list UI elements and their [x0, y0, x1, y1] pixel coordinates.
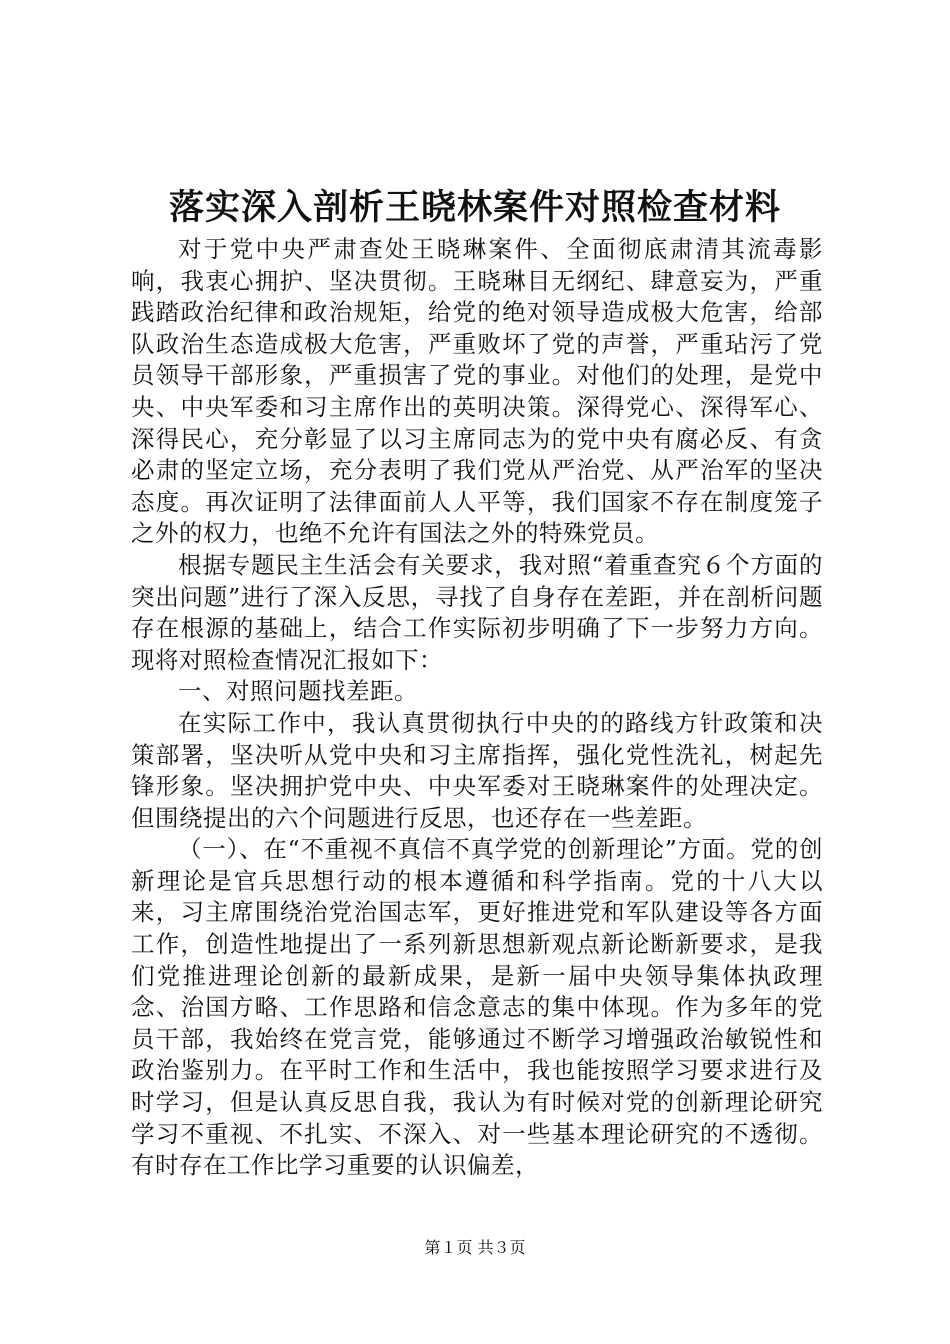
document-title: 落实深入剖析王晓林案件对照检查材料: [168, 187, 781, 228]
paragraph-1: 对于党中央严肃查处王晓琳案件、全面彻底肃清其流毒影响，我衷心拥护、坚决贯彻。王晓琳目无纲纪、肆意妄为，严重践踏政治纪律和政治规矩，给党的绝对领导造成极大危害，给部队政治生态造成极大危害，严重败坏了党的声誉，严重玷污了党员领导干部形象，严重损害了党的事业。对他们的处理，是党中央、中央军委和习主席作出的英明决策。深得党心、深得军心、深得民心，充分彰显了以习主席同志为的党中央有腐必反、有贪必肃的坚定立场，充分表明了我们党从严治党、从严治军的坚决态度。再次证明了法律面前人人平等，我们国家不存在制度笼子之外的权力，也绝不允许有国法之外的特殊党员。: [131, 235, 823, 548]
paragraph-4: （一）、在“不重视不真信不真学党的创新理论”方面。党的创新理论是官兵思想行动的根本遵循和科学指南。党的十八大以来，习主席围绕治党治国志军，更好推进党和军队建设等各方面工作，创造性地提出了一系列新思想新观点新论断新要求，是我们党推进理论创新的最新成果，是新一届中央领导集体执政理念、治国方略、工作思路和信念意志的集中体现。作为多年的党员干部，我始终在党言党，能够通过不断学习增强政治敏锐性和政治鉴别力。在平时工作和生活中，我也能按照学习要求进行及时学习，但是认真反思自我，我认为有时候对党的创新理论研究学习不重视、不扎实、不深入、对一些基本理论研究的不透彻。有时存在工作比学习重要的认识偏差，: [131, 835, 823, 1180]
page-number-footer: 第１页 共３页: [424, 1238, 526, 1257]
section-heading: 一、对照问题找差距。: [178, 677, 418, 706]
paragraph-3: 在实际工作中，我认真贯彻执行中央的的路线方针政策和决策部署，坚决听从党中央和习主席指挥，强化党性洗礼，树起先锋形象。坚决拥护党中央、中央军委对王晓琳案件的处理决定。但围绕提出的六个问题进行反思，也还存在一些差距。: [131, 708, 823, 832]
document-body: [131, 234, 823, 1182]
paragraph-2: 根据专题民主生活会有关要求，我对照“着重查究６个方面的突出问题”进行了深入反思，寻找了自身存在差距，并在剖析问题存在根源的基础上，结合工作实际初步明确了下一步努力方向。现将对照检查情况汇报如下：: [131, 550, 823, 674]
